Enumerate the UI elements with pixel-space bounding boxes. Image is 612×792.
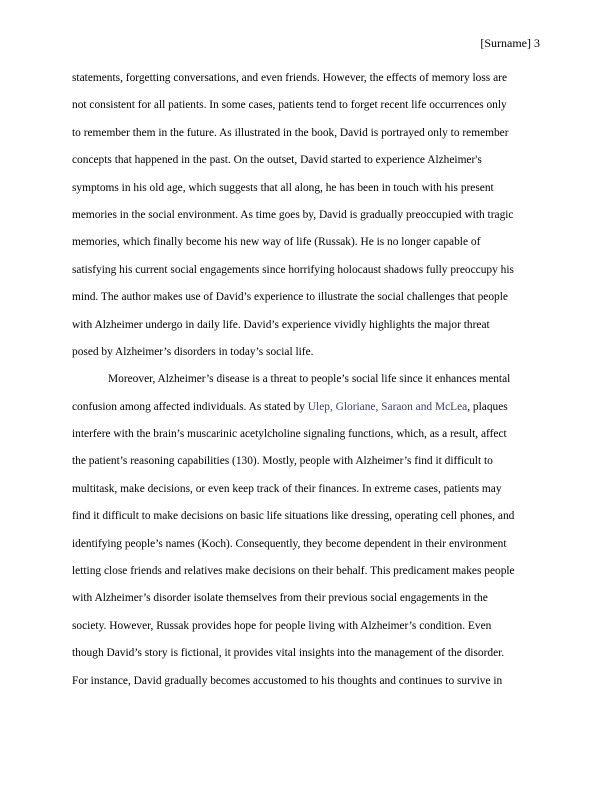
text-line: memories, which finally become his new way of life (Russak). He is no longer capable of: [72, 236, 481, 249]
text-line: not consistent for all patients. In some cases, patients tend to forget recent life occurrences only: [72, 99, 507, 112]
text-line: with Alzheimer’s disorder isolate themselves from their previous social engagements in the: [72, 592, 488, 605]
text-line: statements, forgetting conversations, and even friends. However, the effects of memory loss are: [72, 72, 507, 84]
text-line: symptoms in his old age, which suggests that all along, he has been in touch with his present: [72, 181, 494, 194]
text-line: memories in the social environment. As time goes by, David is gradually preoccupied with tragic: [72, 208, 514, 221]
text-line: concepts that happened in the past. On the outset, David started to experience Alzheimer's: [72, 154, 482, 167]
text-line-with-citation: [72, 394, 542, 421]
text-fragment: confusion among affected individuals. As stated by: [72, 400, 308, 413]
body-text: [72, 65, 542, 695]
text-line: society. However, Russak provides hope for people living with Alzheimer’s condition. Even: [72, 619, 492, 632]
text-line-first: Moreover, Alzheimer’s disease is a threat to people’s social life since it enhances mental: [108, 373, 511, 386]
text-line: with Alzheimer undergo in daily life. David’s experience vividly highlights the major threat: [72, 318, 490, 331]
text-line: For instance, David gradually becomes accustomed to his thoughts and continues to survive in: [72, 674, 503, 687]
text-line: multitask, make decisions, or even keep track of their finances. In extreme cases, patients may: [72, 482, 502, 495]
text-line: the patient’s reasoning capabilities (130). Mostly, people with Alzheimer’s find it difficult to: [72, 455, 493, 468]
text-line: interfere with the brain’s muscarinic acetylcholine signaling functions, which, as a result, affect: [72, 428, 507, 441]
paragraph-2: [72, 366, 542, 695]
text-fragment: , plaques: [467, 400, 508, 413]
text-line: though David’s story is fictional, it provides vital insights into the management of the disorder.: [72, 647, 505, 660]
text-line: letting close friends and relatives make decisions on their behalf. This predicament makes people: [72, 565, 515, 578]
text-line: mind. The author makes use of David’s experience to illustrate the social challenges that people: [72, 291, 508, 304]
text-line: identifying people’s names (Koch). Consequently, they become dependent in their environment: [72, 537, 507, 550]
running-head: [Surname] 3: [480, 36, 540, 50]
paragraph-1: [72, 65, 542, 366]
citation-authors: Ulep, Gloriane, Saraon and McLea: [307, 400, 468, 413]
text-line: to remember them in the future. As illustrated in the book, David is portrayed only to remember: [72, 126, 509, 139]
text-line: posed by Alzheimer’s disorders in today’s social life.: [72, 345, 314, 358]
text-line: find it difficult to make decisions on basic life situations like dressing, operating cell phones, and: [72, 510, 515, 523]
text-line: satisfying his current social engagements since horrifying holocaust shadows fully preoccupy his: [72, 263, 514, 276]
